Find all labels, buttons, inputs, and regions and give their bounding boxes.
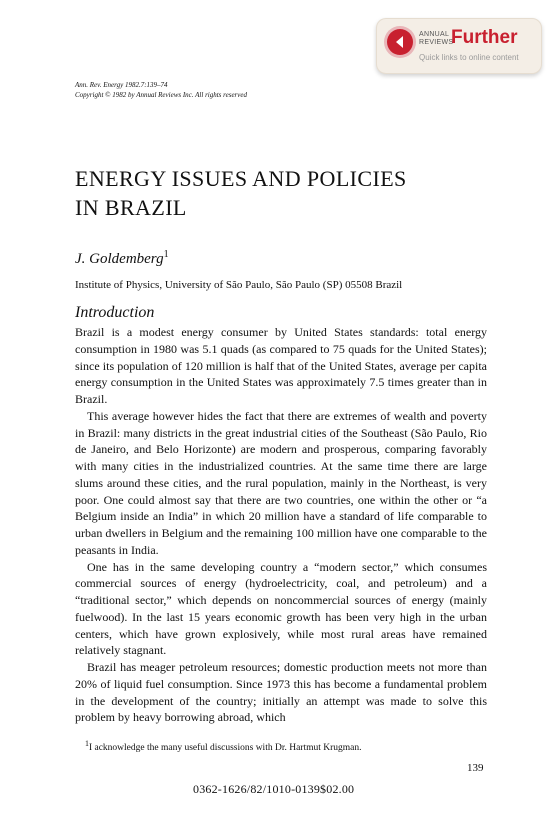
further-label: Further (451, 27, 518, 48)
paragraph: This average however hides the fact that there are extremes of wealth and poverty in Brazil: many districts in the great industrial cities of the Southeast (São Paulo, Rio de Janeiro, and Belo Horizonte) are modern and prosperous, comparing favorably with many cities in the industrialized countries. At the same time there are large slums around these cities, and the rural population, mainly in the Northeast, is very poor. One could almost say that there are two countries, one within the other or “a Belgium inside an India” in which 20 million have a standard of life comparable to urban dwellers in Belgium and the remaining 100 million have one comparable to the peasants in India. (75, 408, 487, 557)
footnote-mark: 1 (85, 739, 89, 748)
document-code: 0362-1626/82/1010-0139$02.00 (193, 782, 355, 796)
section-heading: Introduction (75, 304, 155, 321)
title-line-1: ENERGY ISSUES AND POLICIES (75, 166, 407, 191)
paragraph: Brazil is a modest energy consumer by United States standards: total energy consumption in 1980 was 5.1 quads (as compared to 75 quads for the United States); since its population of 120 million is half that of the United States, average per capita energy consumption in the United States was approximately 7.5 times greater than in Brazil. (75, 325, 487, 406)
article-title (75, 164, 495, 222)
copyright-line: Copyright © 1982 by Annual Reviews Inc. All rights reserved (75, 90, 247, 99)
page-number: 139 (467, 762, 484, 774)
author-footnote-mark: 1 (163, 249, 169, 260)
footnote-text: I acknowledge the many useful discussions with Dr. Hartmut Krugman. (88, 743, 362, 754)
paragraph: One has in the same developing country a “modern sector,” which consumes commercial sources of energy (hydroelectricity, coal, and petroleum) and a “traditional sector,” which depends on noncommercial sources of energy (mainly fuelwood). In the last 15 years economic growth has been very high in the urban centers, which have grown explosively, while most rural areas have remained relatively stagnant. (75, 559, 487, 658)
paragraph: Brazil has meager petroleum resources; domestic production meets not more than 20% of liquid fuel consumption. Since 1973 this has become a fundamental problem in the development of the country; initially an attempt was made to solve this problem by heavy borrowing abroad, which (75, 660, 487, 725)
further-badge[interactable] (376, 18, 542, 74)
further-subtitle: Quick links to online content (419, 53, 519, 62)
affiliation: Institute of Physics, University of São Paulo, São Paulo (SP) 05508 Brazil (75, 279, 403, 291)
author (75, 249, 169, 268)
annual-label: ANNUAL (419, 31, 450, 38)
annual-reviews-logo-icon (387, 29, 413, 55)
footnote (75, 739, 487, 753)
reviews-label: REVIEWS (419, 39, 454, 46)
title-line-2: IN BRAZIL (75, 195, 187, 220)
journal-citation (75, 81, 247, 100)
citation-line: Ann. Rev. Energy 1982.7:139–74 (75, 81, 168, 89)
article-body (75, 324, 487, 726)
further-brand (419, 31, 453, 47)
author-name: J. Goldemberg (75, 251, 164, 267)
